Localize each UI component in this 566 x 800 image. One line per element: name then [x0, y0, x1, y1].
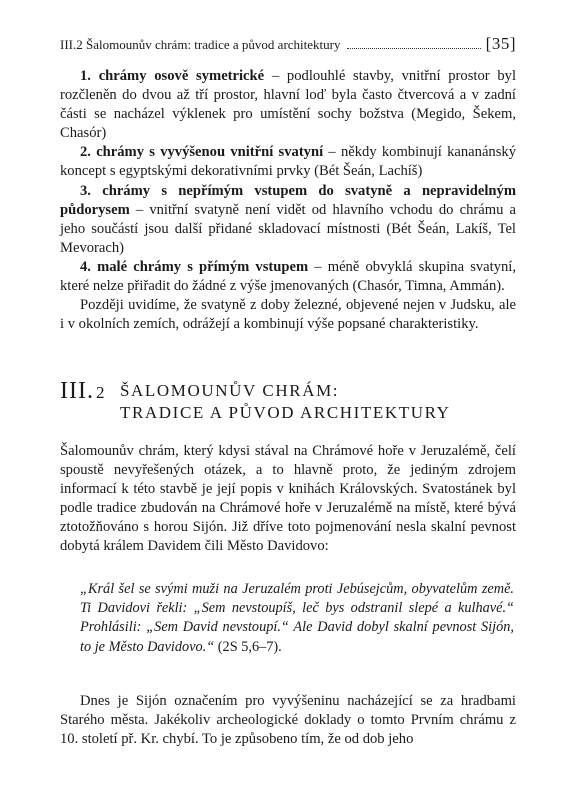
running-head	[60, 34, 516, 52]
list-item	[60, 67, 516, 143]
paragraph-today	[60, 692, 516, 749]
list-item	[60, 143, 516, 181]
paragraph-iron-age	[60, 296, 516, 334]
paragraph-text: Šalomounův chrám, který kdysi stával na Chrámové hoře v Jeruzalémě, čelí spoustě nevyřešených otázek, a to hlavně proto, že jediným zdrojem informací k této stavbě je její popis v knihách Královských. Svatostánek byl podle tradice zbudován na Chrámové hoře v Jeruzalémě na místě, které bývá ztotožňováno s horou Sijón. Již dříve toto pojmenování nesla skalní pevnost dobytá králem Davidem čili Město Davidovo:	[60, 443, 516, 555]
list-item-heading: 1. chrámy osově symetrické	[80, 68, 265, 84]
paragraph-text: Dnes je Sijón označením pro vyvýšeninu nacházející se za hradbami Starého města. Jakékoliv archeologické doklady o tomto Prvním chrámu z 10. století př. Kr. chybí. To je způsobeno tím, že od dob jeho	[60, 693, 516, 748]
list-item-text: – podlouhlé stavby, vnitřní prostor byl rozčleněn do dvou až tří prostor, hlavní loď byla často čtvercová a v zadní části se nacházel výklenek pro umístění sochy božstva (Megido, Šekem, Chasór)	[60, 68, 516, 142]
running-head-title: III.2 Šalomounův chrám: tradice a původ architektury	[60, 37, 341, 52]
section-title-line-2: TRADICE A PŮVOD ARCHITEKTURY	[120, 403, 451, 422]
list-item-text: – vnitřní svatyně není vidět od hlavního vchodu do chrámu a jeho součástí jsou další přidané skladovací místnosti (Bét Šeán, Lakíš, Tel Mevorach)	[60, 201, 516, 256]
temple-types-list	[60, 67, 516, 296]
quote-paragraph	[80, 580, 514, 657]
list-item-heading: 2. chrámy s vyvýšenou vnitřní svatyní	[80, 144, 324, 161]
list-item-heading: 3. chrámy s nepřímým vstupem do svatyně a nepravidelným půdorysem	[60, 182, 516, 218]
list-item	[60, 182, 516, 258]
quote-reference: (2S 5,6–7).	[214, 638, 282, 655]
list-item	[60, 258, 516, 296]
list-item-text: – někdy kombinují kananánský koncept s egyptskými dekorativními prvky (Bét Šeán, Lachíš)	[60, 144, 517, 180]
section-number	[60, 378, 104, 406]
paragraph-intro	[60, 442, 516, 557]
page-number: [35]	[485, 34, 516, 53]
paragraph-text: Později uvidíme, že svatyně z doby železné, objevené nejen v Judsku, ale i v okolních zemích, odrážejí a kombinují výše popsané charakteristiky.	[60, 297, 516, 333]
list-item-heading: 4. malé chrámy s přímým vstupem	[80, 258, 309, 275]
section-title	[120, 380, 516, 424]
running-head-leader-dots	[347, 48, 481, 49]
bible-quote	[80, 580, 514, 657]
list-item-text: – méně obvyklá skupina svatyní, které nelze přiřadit do žádné z výše jmenovaných (Chasór, Timna, Ammán).	[60, 258, 516, 295]
section-heading	[60, 378, 516, 430]
quote-text: „Král šel se svými muži na Jeruzalém proti Jebúsejcům, obyvatelům země. Ti Davidovi řekli: „Sem nevstoupíš, leč bys odstranil slepé a kulhavé.“ Prohlásili: „Sem David nevstoupí.“ Ale David dobyl skalní pevnost Sijón, to je Město Davidovo.“	[80, 581, 514, 655]
section-number-main: III.	[60, 378, 94, 404]
section-number-sub: 2	[95, 383, 105, 402]
section-title-line-1: ŠALOMOUNŮV CHRÁM:	[120, 381, 340, 400]
